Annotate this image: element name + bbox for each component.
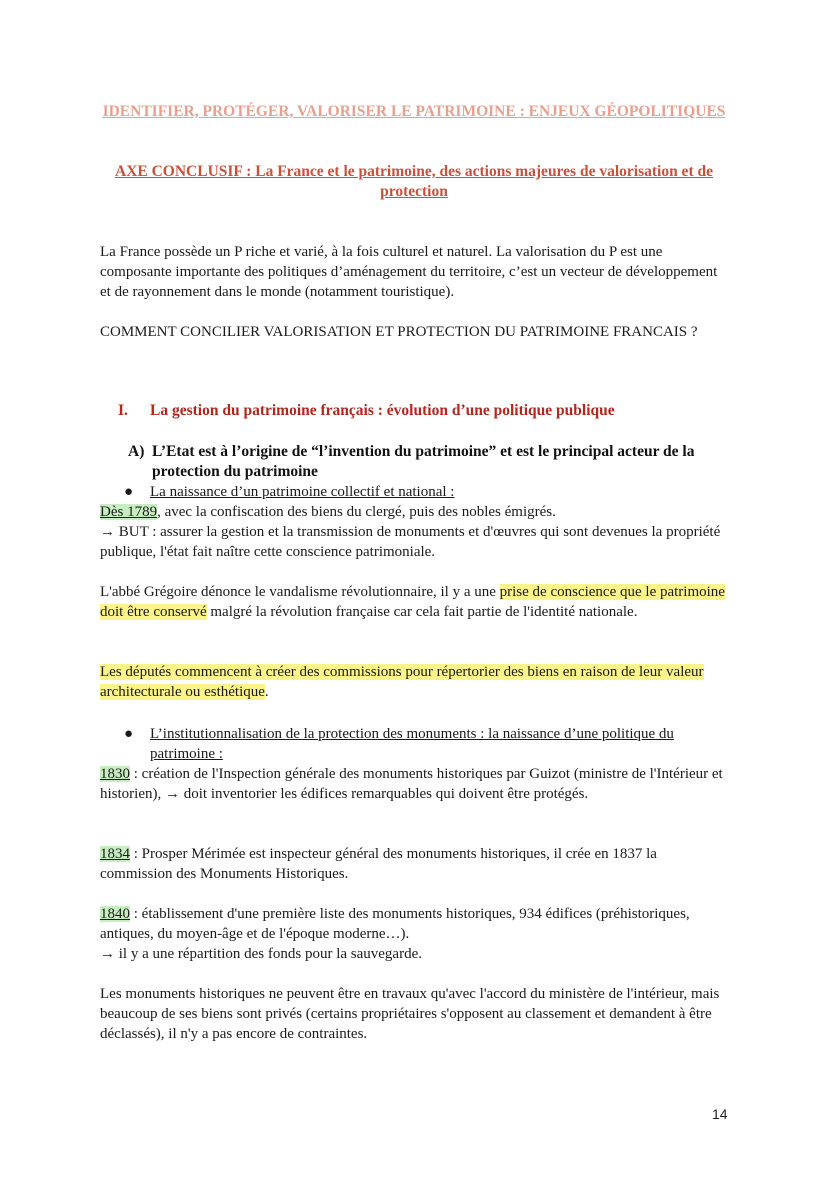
section-number: I. [118,402,128,419]
paragraph-text: . [264,684,269,700]
date-highlight: Dès 1789 [100,504,158,520]
paragraph-gregoire [100,582,730,622]
paragraph-1830 [100,764,730,804]
date-highlight: 1840 [100,906,130,922]
text-highlight: prise de conscience que le patrimoine doit être conservé [100,584,725,620]
section-heading-1 [118,402,615,420]
paragraph-text: malgré la révolution française car cela fait partie de l'identité nationale. [206,604,638,620]
paragraph-text: , avec la confiscation des biens du clergé, puis des nobles émigrés. [157,504,556,520]
bullet-item-2 [124,724,730,764]
paragraph-final: Les monuments historiques ne peuvent être en travaux qu'avec l'accord du ministère de l'intérieur, mais beaucoup de ses biens sont privés (certains propriétaires s'opposent au classement et demandent à être déclassés), il n'y a pas encore de contraintes. [100,986,720,1042]
subsection-heading-a [128,442,728,482]
paragraph-but: → BUT : assurer la gestion et la transmission de monuments et d'œuvres qui sont devenues la propriété publique, l'état fait naître cette conscience patrimoniale. [100,524,721,560]
section-title: La gestion du patrimoine français : évolution d’une politique publique [150,402,615,419]
paragraph-1840-arrow: → il y a une répartition des fonds pour la sauvegarde. [100,946,422,962]
paragraph-text: : établissement d'une première liste des monuments historiques, 934 édifices (préhistoriques, antiques, du moyen-âge et de l'époque moderne…). [100,906,690,942]
paragraph-1834 [100,844,730,884]
paragraph-text: : Prosper Mérimée est inspecteur général des monuments historiques, il crée en 1837 la commission des Monuments Historiques. [100,846,657,882]
document-title: IDENTIFIER, PROTÉGER, VALORISER LE PATRIMOINE : ENJEUX GÉOPOLITIQUES [102,103,726,120]
paragraph-1840 [100,904,730,944]
page-number: 14 [712,1106,728,1122]
axis-title: AXE CONCLUSIF : La France et le patrimoine, des actions majeures de valorisation et de protection [115,163,713,200]
bullet-text: La naissance d’un patrimoine collectif et national : [150,484,455,500]
paragraph-deputes [100,662,730,702]
date-highlight: 1834 [100,846,130,862]
text-highlight: Les députés commencent à créer des commissions pour répertorier des biens en raison de leur valeur architecturale ou esthétique [100,664,704,700]
bullet-icon: ● [124,726,134,742]
subsection-title: L’Etat est à l’origine de “l’invention du patrimoine” et est le principal acteur de la protection du patrimoine [152,443,695,480]
bullet-text: L’institutionnalisation de la protection des monuments : la naissance d’une politique du patrimoine : [150,726,674,762]
bullet-item-1 [124,482,730,502]
intro-paragraph: La France possède un P riche et varié, à la fois culturel et naturel. La valorisation du P est une composante importante des politiques d’aménagement du territoire, c’est un vecteur de développement et de rayonnement dans le monde (notamment touristique). [100,244,718,300]
date-highlight: 1830 [100,766,130,782]
paragraph-text: : création de l'Inspection générale des monuments historiques par Guizot (ministre de l'Intérieur et historien), → doit inventorier les édifices remarquables qui doivent être protégés. [100,766,723,802]
paragraph-1789 [100,502,730,522]
subsection-label: A) [128,443,145,460]
paragraph-text: L'abbé Grégoire dénonce le vandalisme révolutionnaire, il y a une [100,584,500,600]
bullet-icon: ● [124,484,134,500]
problem-question: COMMENT CONCILIER VALORISATION ET PROTECTION DU PATRIMOINE FRANCAIS ? [100,324,698,340]
